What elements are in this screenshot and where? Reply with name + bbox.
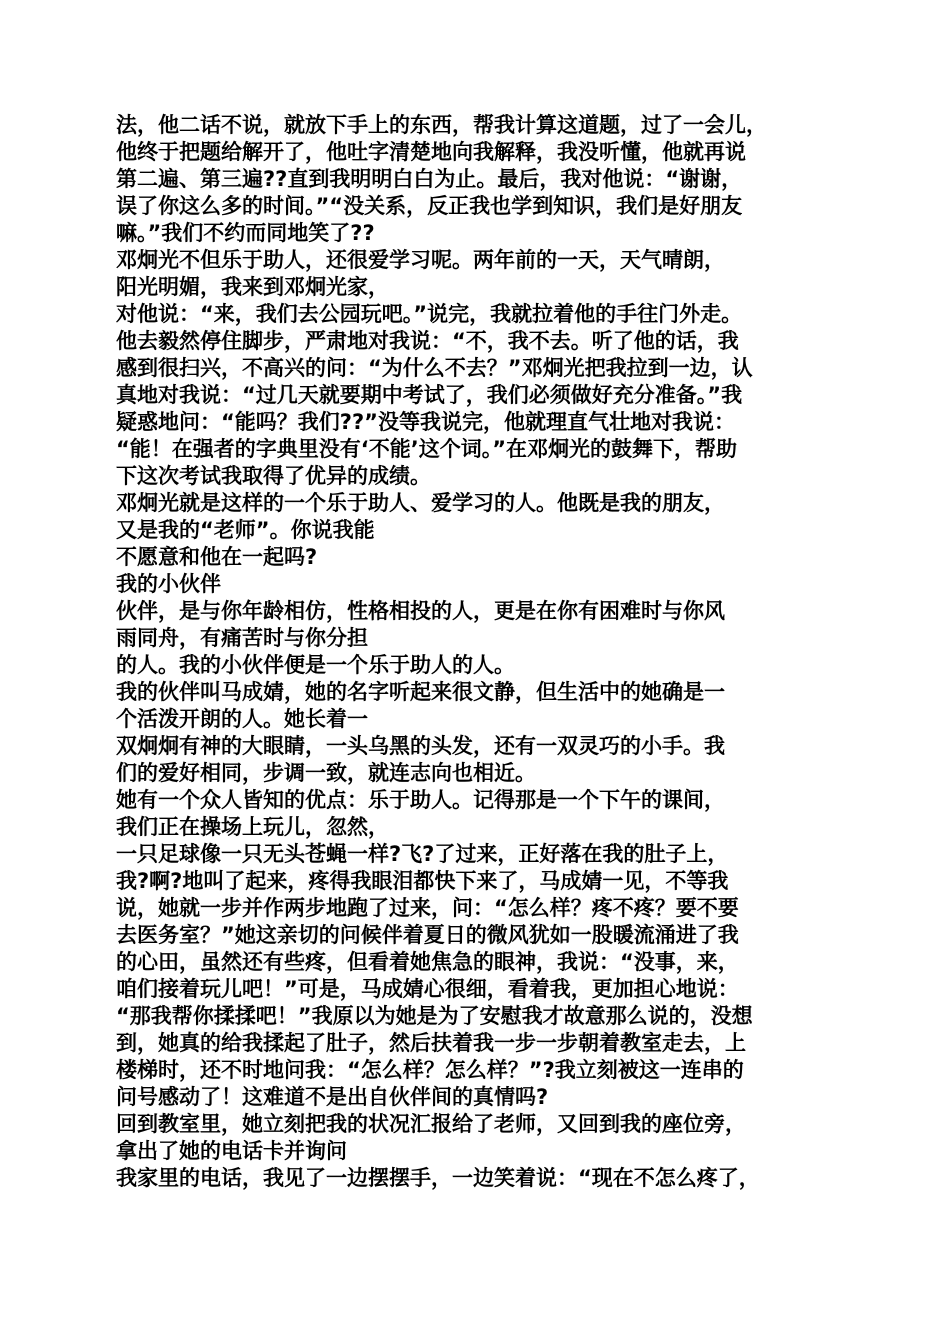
text-line: 阳光明媚，我来到邓炯光家， xyxy=(116,275,389,299)
text-line: 一只足球像一只无头苍蝇一样?飞?了过来，正好落在我的肚子上， xyxy=(116,842,729,866)
text-line: 下这次考试我取得了优异的成绩。 xyxy=(116,464,431,488)
text-line: “能！在强者的字典里没有‘不能’这个词。”在邓炯光的鼓舞下，帮助 xyxy=(116,437,738,461)
text-line: 真地对我说：“过几天就要期中考试了，我们必须做好充分准备。”我 xyxy=(116,383,743,407)
text-line: 我的小伙伴 xyxy=(116,572,221,596)
text-line: 误了你这么多的时间。”“没关系，反正我也学到知识，我们是好朋友 xyxy=(116,194,743,218)
essay-text-block xyxy=(116,112,846,1192)
text-line: 邓炯光就是这样的一个乐于助人、爱学习的人。他既是我的朋友， xyxy=(116,491,725,515)
text-line: 又是我的“老师”。你说我能 xyxy=(116,518,375,542)
text-line: 们的爱好相同，步调一致，就连志向也相近。 xyxy=(116,761,536,785)
text-line: 去医务室？”她这亲切的问候伴着夏日的微风犹如一股暖流涌进了我 xyxy=(116,923,739,947)
text-line: 拿出了她的电话卡并询问 xyxy=(116,1139,347,1163)
text-line: 第二遍、第三遍??直到我明明白白为止。最后，我对他说：“谢谢， xyxy=(116,167,743,191)
text-line: 我们正在操场上玩儿，忽然， xyxy=(116,815,389,839)
text-line: 咱们接着玩儿吧！”可是，马成婧心很细，看着我，更加担心地说： xyxy=(116,977,739,1001)
text-line: 法，他二话不说，就放下手上的东西，帮我计算这道题，过了一会儿， xyxy=(116,113,767,137)
text-line: 问号感动了！这难道不是出自伙伴间的真情吗? xyxy=(116,1085,549,1109)
text-line: 她有一个众人皆知的优点：乐于助人。记得那是一个下午的课间， xyxy=(116,788,725,812)
text-line: 对他说：“来，我们去公园玩吧。”说完，我就拉着他的手往门外走。 xyxy=(116,302,743,326)
text-line: 雨同舟，有痛苦时与你分担 xyxy=(116,626,368,650)
text-line: 我家里的电话，我见了一边摆摆手，一边笑着说：“现在不怎么疼了， xyxy=(116,1166,760,1190)
text-line: 我?啊?地叫了起来，疼得我眼泪都快下来了，马成婧一见，不等我 xyxy=(116,869,729,893)
text-line: 他终于把题给解开了，他吐字清楚地向我解释，我没听懂，他就再说 xyxy=(116,140,746,164)
text-line: 双炯炯有神的大眼睛，一头乌黑的头发，还有一双灵巧的小手。我 xyxy=(116,734,725,758)
text-line: 的心田，虽然还有些疼，但看着她焦急的眼神，我说：“没事，来， xyxy=(116,950,739,974)
text-line: 说，她就一步并作两步地跑了过来，问：“怎么样？疼不疼？要不要 xyxy=(116,896,739,920)
text-line: 疑惑地问：“能吗？我们??”没等我说完，他就理直气壮地对我说： xyxy=(116,410,735,434)
text-line: “那我帮你揉揉吧！”我原以为她是为了安慰我才故意那么说的，没想 xyxy=(116,1004,753,1028)
text-line: 感到很扫兴，不高兴的问：“为什么不去？”邓炯光把我拉到一边，认 xyxy=(116,356,753,380)
text-line: 不愿意和他在一起吗? xyxy=(116,545,318,569)
text-line: 邓炯光不但乐于助人，还很爱学习呢。两年前的一天，天气晴朗， xyxy=(116,248,725,272)
text-line: 楼梯时，还不时地问我：“怎么样？怎么样？”?我立刻被这一连串的 xyxy=(116,1058,744,1082)
text-line: 他去毅然停住脚步，严肃地对我说：“不，我不去。听了他的话，我 xyxy=(116,329,739,353)
text-line: 我的伙伴叫马成婧，她的名字听起来很文静，但生活中的她确是一 xyxy=(116,680,725,704)
text-line: 的人。我的小伙伴便是一个乐于助人的人。 xyxy=(116,653,515,677)
text-line: 嘛。”我们不约而同地笑了?? xyxy=(116,221,375,245)
text-line: 个活泼开朗的人。她长着一 xyxy=(116,707,368,731)
text-line: 到，她真的给我揉起了肚子，然后扶着我一步一步朝着教室走去，上 xyxy=(116,1031,746,1055)
text-line: 回到教室里，她立刻把我的状况汇报给了老师，又回到我的座位旁， xyxy=(116,1112,746,1136)
text-line: 伙伴，是与你年龄相仿，性格相投的人，更是在你有困难时与你风 xyxy=(116,599,725,623)
